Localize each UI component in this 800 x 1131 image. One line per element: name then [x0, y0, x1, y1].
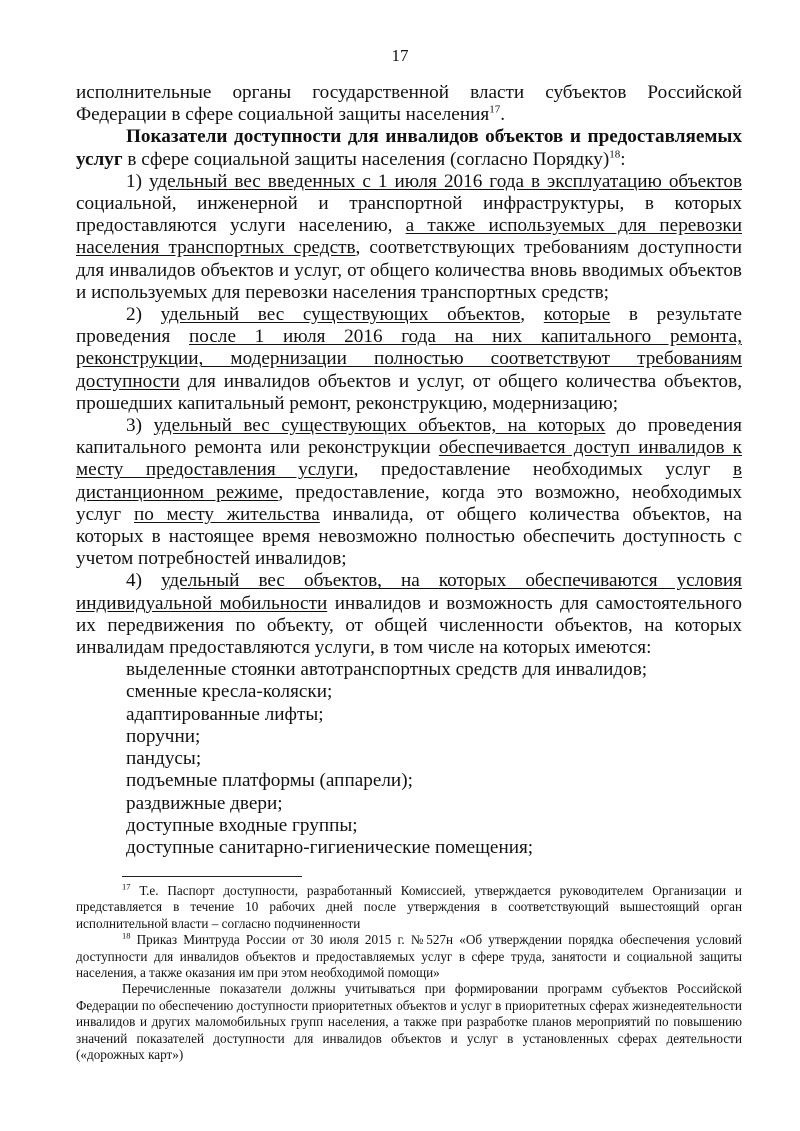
- list-item: доступные санитарно-гигиенические помещения;: [126, 836, 534, 858]
- indicator-2: 2) удельный вес существующих объектов, которые в результате проведения после 1 июля 2016 года на них капитального ремонта, реконструкции, модернизации полностью соответствуют требованиям доступности для инвалидов объектов и услуг, от общего количества объектов, прошедших капитальный ремонт, реконструкцию, модернизацию;: [76, 304, 743, 414]
- list-item: поручни;: [126, 725, 201, 747]
- footnote-divider: [122, 876, 302, 877]
- list-item: сменные кресла-коляски;: [126, 681, 333, 703]
- document-body: [76, 82, 742, 859]
- heading-bold: Показатели доступности для инвалидов объектов и предоставляемых услуг: [76, 126, 742, 170]
- indicator-3: 3) удельный вес существующих объектов, на которых до проведения капитального ремонта или реконструкции обеспечивается доступ инвалидов к месту предоставления услуги, предоставление необходимых услуг в дистанционном режиме, предоставление, когда это возможно, необходимых услуг по месту жительства инвалида, от общего количества объектов, на которых в настоящее время невозможно полностью обеспечить доступность с учетом потребностей инвалидов;: [76, 415, 743, 570]
- list-item: адаптированные лифты;: [126, 703, 324, 725]
- page-number: 17: [391, 46, 409, 65]
- list-item: пандусы;: [126, 748, 202, 770]
- footnote-note: Перечисленные показатели должны учитываться при формировании программ субъектов Российской Федерации по обеспечению доступности приоритетных объектов и услуг в приоритетных сферах жизнедеятельности инвалидов и других маломобильных групп населения, а также при разработке планов мероприятий по повышению значений показателей доступности для инвалидов объектов и услуг в установленных сферах деятельности («дорожных карт»): [76, 981, 742, 1063]
- list-item: подъемные платформы (аппарели);: [126, 770, 413, 792]
- footnote-ref-18: 18: [609, 148, 621, 161]
- list-item: выделенные стоянки автотранспортных средств для инвалидов;: [126, 659, 648, 681]
- facility-list: [76, 659, 742, 859]
- section-heading: Показатели доступности для инвалидов объектов и предоставляемых услуг в сфере социальной защиты населения (согласно Порядку)$^{18}$:: [76, 126, 742, 170]
- footnotes: [76, 883, 742, 1063]
- list-item: раздвижные двери;: [126, 792, 283, 814]
- indicator-4: 4) удельный вес объектов, на которых обеспечиваются условия индивидуальной мобильности инвалидов и возможность для самостоятельного их передвижения по объекту, от общей численности объектов, на которых инвалидам предоставляются услуги, в том числе на которых имеются:: [76, 570, 743, 659]
- indicator-1: 1) удельный вес введенных с 1 июля 2016 года в эксплуатацию объектов социальной, инженерной и транспортной инфраструктуры, в которых предоставляются услуги населению, а также используемых для перевозки населения транспортных средств, соответствующих требованиям доступности для инвалидов объектов и услуг, от общего количества вновь вводимых объектов и используемых для перевозки населения транспортных средств;: [76, 170, 743, 303]
- intro-paragraph: исполнительные органы государственной власти субъектов Российской Федерации в сфере социальной защиты населения$^{17}$.: [76, 82, 742, 126]
- footnote-17: $^{17}$ Т.е. Паспорт доступности, разработанный Комиссией, утверждается руководителем Организации и представляется в течение 10 рабочих дней после утверждения в соответствующий вышестоящий орган исполнительной власти – согласно подчиненности: [76, 881, 742, 931]
- footnote-18: $^{18}$ Приказ Минтруда России от 30 июля 2015 г. №527н «Об утверждении порядка обеспечения условий доступности для инвалидов объектов и предоставляемых услуг в сфере труда, занятости и социальной защиты населения, а также оказания им при этом необходимой помощи»: [76, 930, 742, 981]
- list-item: доступные входные группы;: [126, 814, 358, 836]
- footnote-ref-17: 17: [489, 103, 501, 116]
